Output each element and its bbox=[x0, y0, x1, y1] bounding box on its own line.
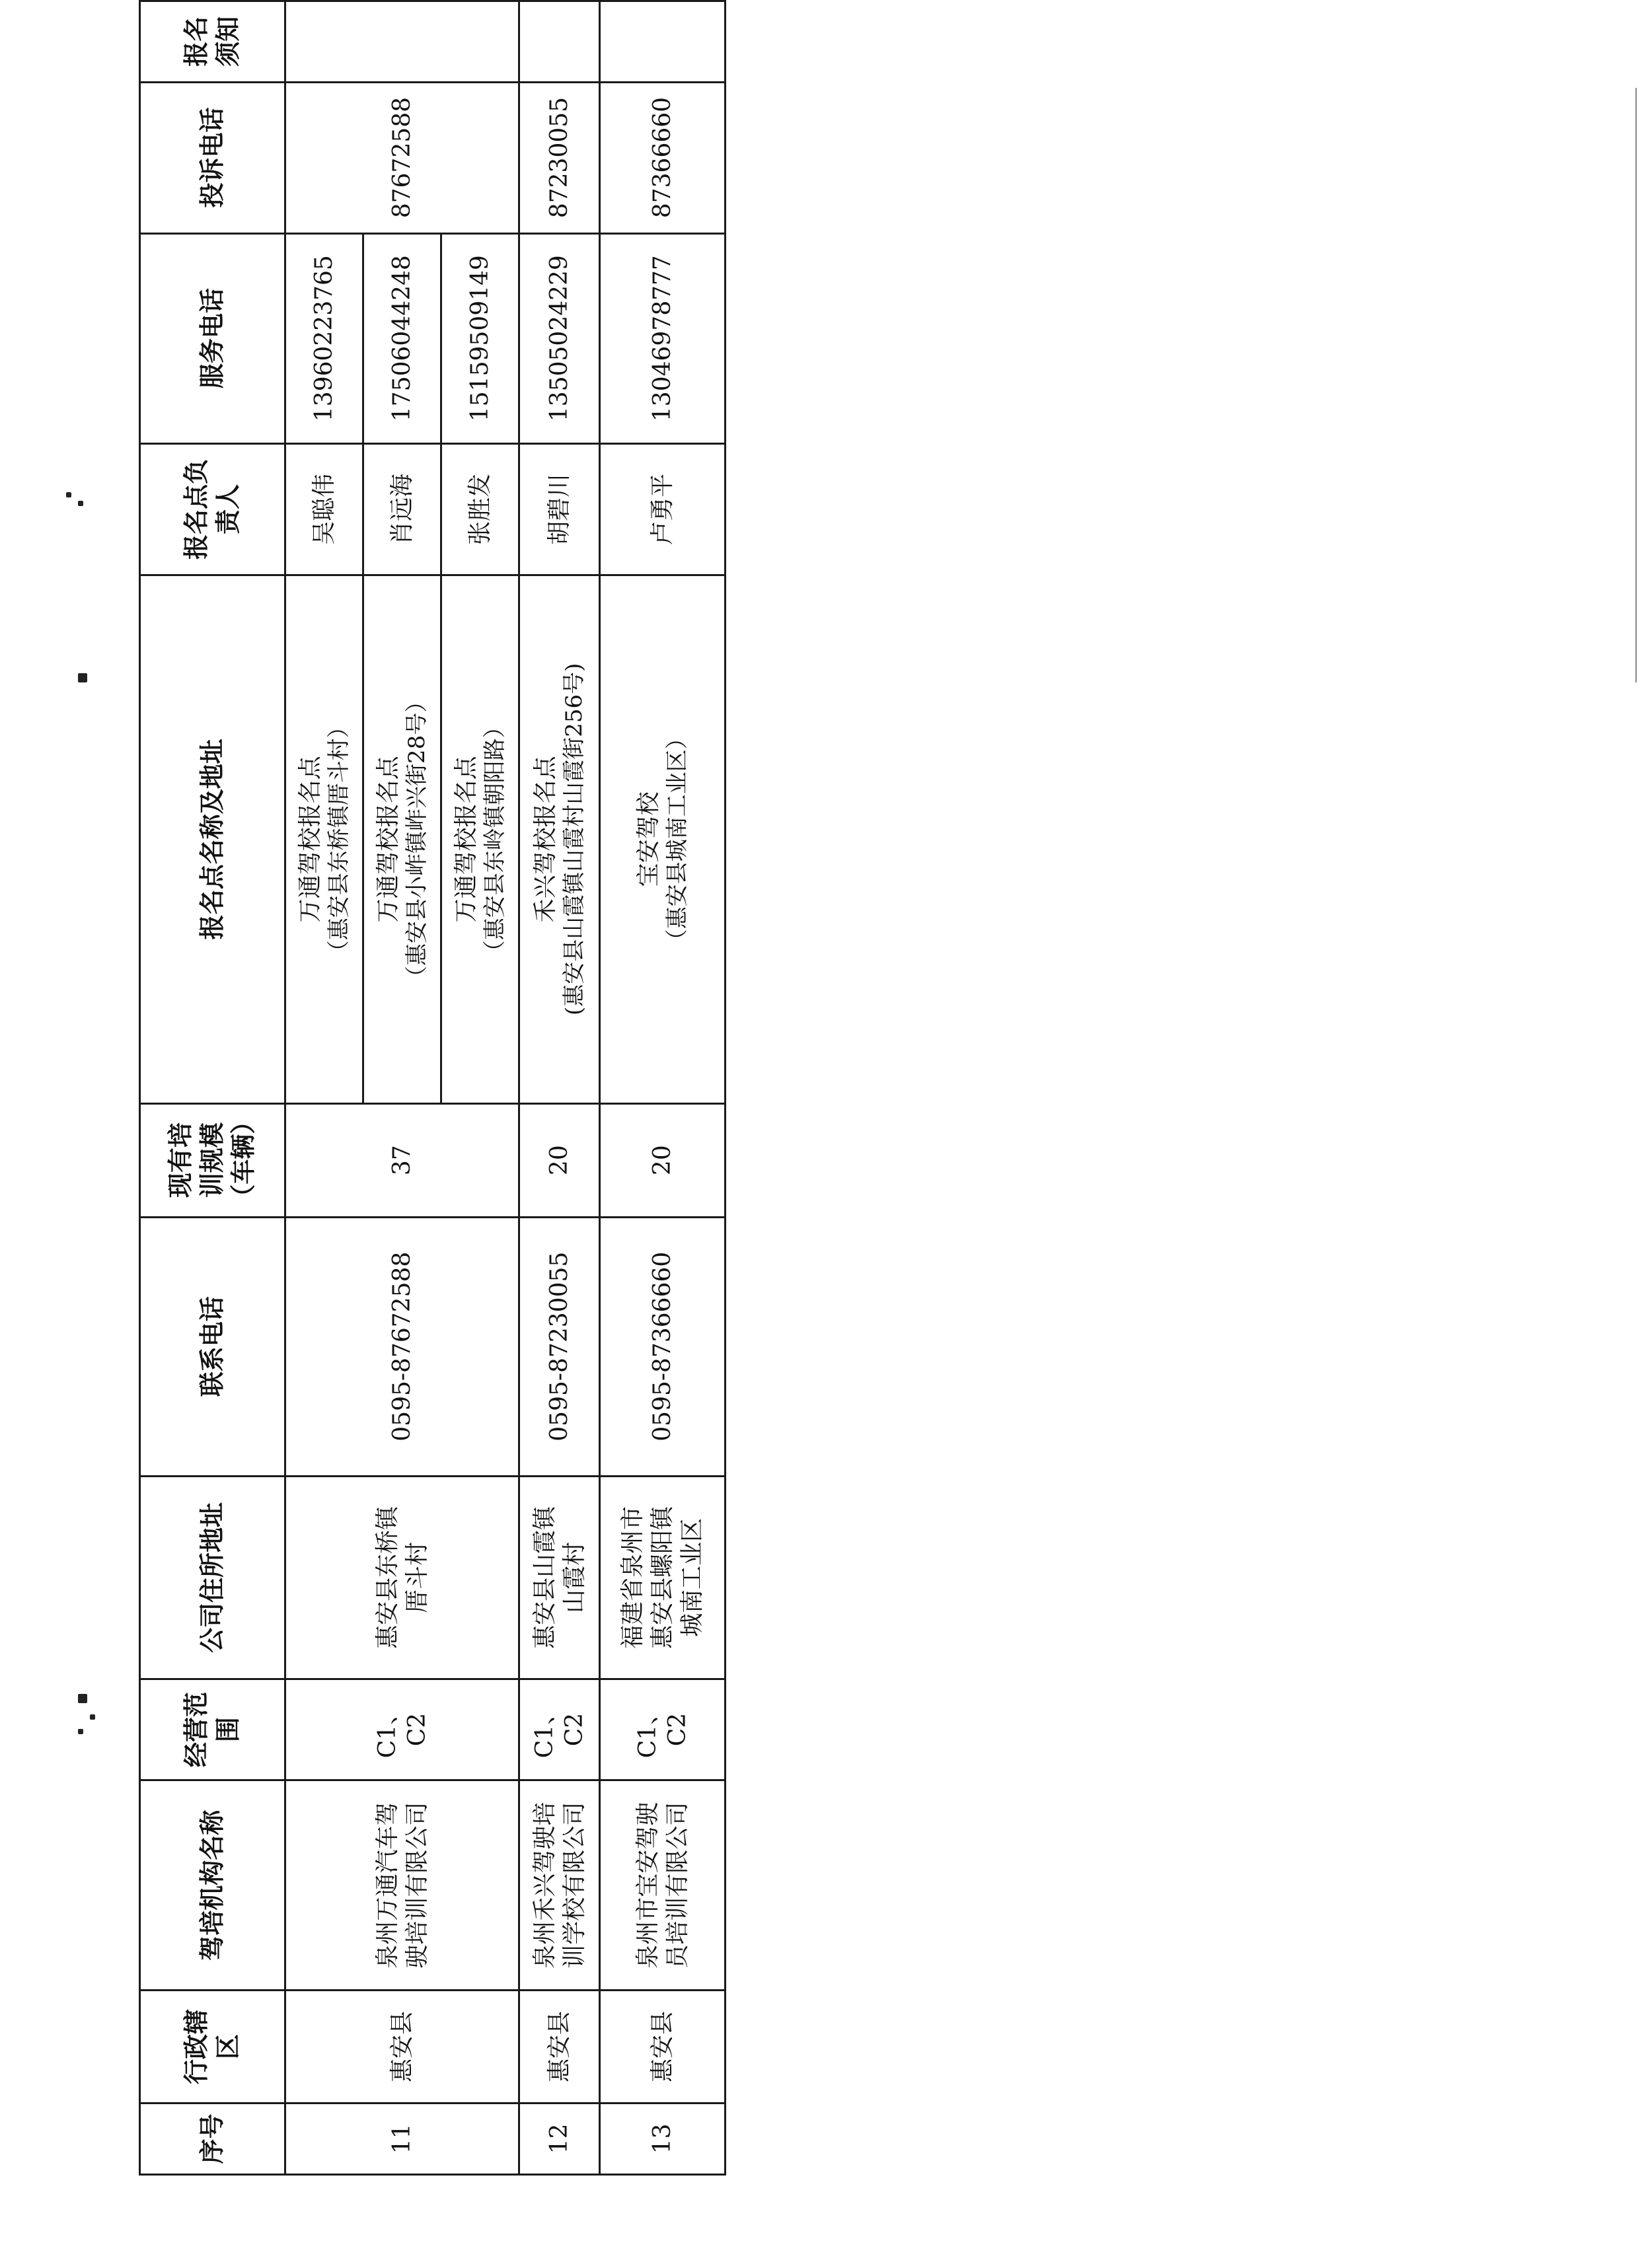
cell-reg-point bbox=[285, 575, 363, 1103]
header-reg-point: 报名点名称及地址 bbox=[140, 575, 285, 1103]
cell-contact-phone: 0595-87366660 bbox=[600, 1217, 726, 1476]
cell-service-phone: 13960223765 bbox=[285, 233, 363, 443]
org-name-line: 泉州禾兴驾驶培 bbox=[531, 1802, 558, 1969]
driving-school-table bbox=[139, 0, 726, 2176]
company-address-line: 惠安县东桥镇 bbox=[373, 1506, 401, 1649]
cell-scope: C1、C2 bbox=[285, 1679, 519, 1780]
cell-reg-point bbox=[363, 575, 441, 1103]
scan-mark bbox=[78, 1729, 83, 1734]
cell-contact-phone: 0595-87230055 bbox=[519, 1217, 600, 1476]
scan-mark bbox=[90, 1714, 95, 1720]
org-name-line: 泉州万通汽车驾 bbox=[373, 1802, 401, 1969]
header-row bbox=[140, 1, 285, 2175]
header-seq: 序号 bbox=[140, 2103, 285, 2174]
org-name-line: 泉州市宝安驾驶 bbox=[634, 1802, 661, 1969]
cell-service-phone: 15159509149 bbox=[441, 233, 519, 443]
table-row bbox=[519, 1, 600, 2175]
cell-reg-manager: 卢勇平 bbox=[600, 443, 726, 575]
cell-notice bbox=[600, 1, 726, 83]
cell-district: 惠安县 bbox=[519, 1991, 600, 2103]
cell-service-phone: 17506044248 bbox=[363, 233, 441, 443]
reg-point-name: 万通驾校报名点 bbox=[452, 756, 480, 923]
cell-scope: C1、C2 bbox=[600, 1679, 726, 1780]
cell-scope: C1、C2 bbox=[519, 1679, 600, 1780]
header-complaint-phone: 投诉电话 bbox=[140, 82, 285, 233]
header-notice: 报名须知 bbox=[140, 1, 285, 83]
scan-mark bbox=[66, 492, 71, 497]
reg-point-address: （惠安县小岞镇岞兴街28号） bbox=[403, 690, 430, 988]
cell-training-scale: 20 bbox=[519, 1103, 600, 1217]
company-address-line: 城南工业区 bbox=[679, 1518, 706, 1637]
scan-edge-line bbox=[1635, 88, 1637, 682]
reg-point-name: 万通驾校报名点 bbox=[296, 756, 324, 923]
cell-seq: 13 bbox=[600, 2103, 726, 2174]
cell-notice bbox=[285, 1, 519, 83]
cell-service-phone: 13046978777 bbox=[600, 233, 726, 443]
cell-complaint-phone: 87230055 bbox=[519, 82, 600, 233]
cell-training-scale: 20 bbox=[600, 1103, 726, 1217]
cell-training-scale: 37 bbox=[285, 1103, 519, 1217]
cell-reg-manager: 胡碧川 bbox=[519, 443, 600, 575]
cell-company-address bbox=[519, 1476, 600, 1679]
cell-company-address bbox=[285, 1476, 519, 1679]
reg-point-address: （惠安县城南工业区） bbox=[663, 727, 690, 952]
cell-org-name bbox=[600, 1780, 726, 1991]
cell-district: 惠安县 bbox=[600, 1991, 726, 2103]
header-service-phone: 服务电话 bbox=[140, 233, 285, 443]
scan-mark bbox=[78, 501, 83, 506]
company-address-line: 惠安县山霞镇 bbox=[531, 1506, 558, 1649]
cell-complaint-phone: 87672588 bbox=[285, 82, 519, 233]
header-org-name: 驾培机构名称 bbox=[140, 1780, 285, 1991]
cell-reg-point bbox=[600, 575, 726, 1103]
org-name-line: 驶培训有限公司 bbox=[403, 1802, 431, 1969]
header-training-scale: 现有培训规模（车辆） bbox=[140, 1103, 285, 1217]
cell-complaint-phone: 87366660 bbox=[600, 82, 726, 233]
org-name-line: 员培训有限公司 bbox=[663, 1802, 691, 1969]
reg-point-name: 禾兴驾校报名点 bbox=[531, 756, 559, 923]
cell-seq: 12 bbox=[519, 2103, 600, 2174]
header-company-address: 公司住所地址 bbox=[140, 1476, 285, 1679]
header-reg-manager: 报名点负责人 bbox=[140, 443, 285, 575]
cell-reg-point bbox=[441, 575, 519, 1103]
header-contact-phone: 联系电话 bbox=[140, 1217, 285, 1476]
cell-contact-phone: 0595-87672588 bbox=[285, 1217, 519, 1476]
cell-district: 惠安县 bbox=[285, 1991, 519, 2103]
cell-org-name bbox=[519, 1780, 600, 1991]
table-row bbox=[600, 1, 726, 2175]
reg-point-name: 宝安驾校 bbox=[634, 791, 662, 887]
cell-reg-manager: 肖远海 bbox=[363, 443, 441, 575]
company-address-line: 惠安县螺阳镇 bbox=[649, 1506, 676, 1649]
cell-reg-manager: 吴聪伟 bbox=[285, 443, 363, 575]
header-district: 行政辖区 bbox=[140, 1991, 285, 2103]
header-scope: 经营范围 bbox=[140, 1679, 285, 1780]
reg-point-address: （惠安县东岭镇朝阳路） bbox=[481, 715, 508, 963]
reg-point-address: （惠安县东桥镇厝斗村） bbox=[325, 715, 352, 963]
company-address-line: 山霞村 bbox=[560, 1541, 588, 1613]
cell-reg-manager: 张胜发 bbox=[441, 443, 519, 575]
cell-org-name bbox=[285, 1780, 519, 1991]
cell-seq: 11 bbox=[285, 2103, 519, 2174]
reg-point-name: 万通驾校报名点 bbox=[374, 756, 402, 923]
table-row bbox=[285, 1, 363, 2175]
company-address-line: 福建省泉州市 bbox=[619, 1506, 646, 1649]
cell-reg-point bbox=[519, 575, 600, 1103]
scan-mark bbox=[78, 1694, 87, 1703]
cell-notice bbox=[519, 1, 600, 83]
scan-mark bbox=[78, 673, 87, 682]
cell-company-address bbox=[600, 1476, 726, 1679]
cell-service-phone: 13505024229 bbox=[519, 233, 600, 443]
reg-point-address: (惠安县山霞镇山霞村山霞街256号) bbox=[560, 663, 587, 1016]
company-address-line: 厝斗村 bbox=[403, 1541, 431, 1613]
org-name-line: 训学校有限公司 bbox=[560, 1802, 588, 1969]
